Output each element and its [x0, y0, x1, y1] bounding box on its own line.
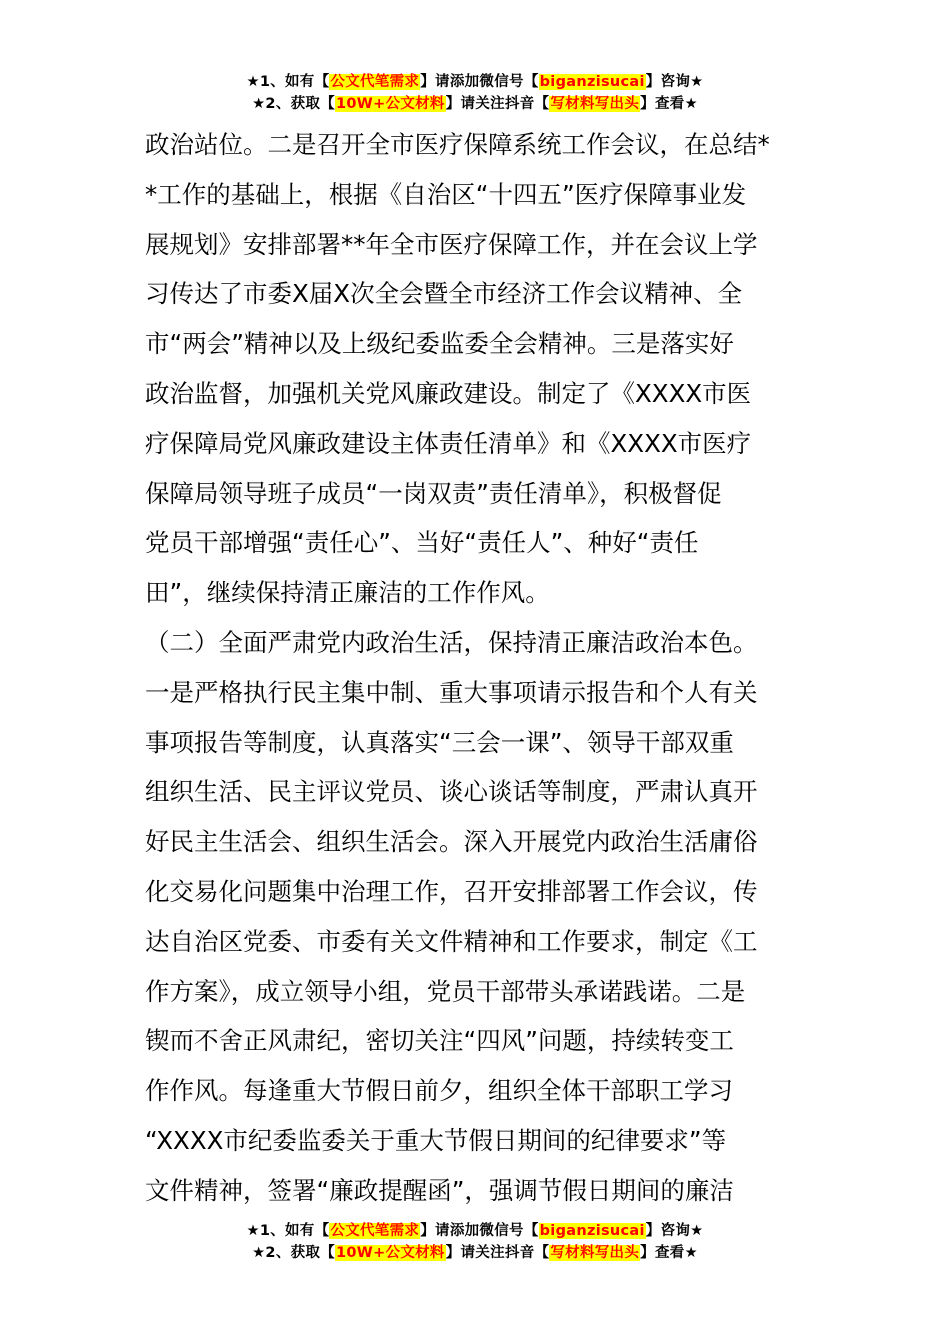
highlight-materials: 10W+公文材料	[336, 96, 445, 112]
highlight-materials: 10W+公文材料	[336, 1245, 445, 1261]
highlight-douyin: 写材料写出头	[550, 1245, 640, 1261]
body-line: 作作风。每逢重大节假日前夕，组织全体干部职工学习	[145, 1076, 733, 1106]
body-line: 锲而不舍正风肃纪，密切关注“四风”问题，持续转变工	[145, 1026, 734, 1056]
body-line: 好民主生活会、组织生活会。深入开展党内政治生活庸俗	[145, 827, 758, 857]
body-line: “XXXX市纪委监委关于重大节假日期间的纪律要求”等	[145, 1125, 727, 1155]
banner-line-2: ★2、获取【10W+公文材料】请关注抖音【写材料写出头】查看★	[252, 1245, 698, 1261]
highlight-wechat-id: biganzisucai	[539, 1223, 645, 1239]
body-line: 一是严格执行民主集中制、重大事项请示报告和个人有关	[145, 677, 758, 707]
body-line: 田”，继续保持清正廉洁的工作作风。	[145, 578, 550, 608]
footer-banner	[0, 1220, 950, 1264]
body-line: 市“两会”精神以及上级纪委监委全会精神。三是落实好	[145, 329, 734, 359]
banner-line-2: ★2、获取【10W+公文材料】请关注抖音【写材料写出头】查看★	[252, 96, 698, 112]
highlight-wechat-id: biganzisucai	[539, 74, 645, 90]
body-line: 保障局领导班子成员“一岗双责”责任清单》，积极督促	[145, 478, 722, 508]
body-line: 展规划》安排部署**年全市医疗保障工作，并在会议上学	[145, 229, 758, 259]
banner-line-1: ★1、如有【公文代笔需求】请添加微信号【biganzisucai】咨询★	[246, 74, 704, 90]
body-line: *工作的基础上，根据《自治区“十四五”医疗保障事业发	[145, 179, 747, 209]
highlight-service: 公文代笔需求	[330, 1223, 420, 1239]
body-line: 政治监督，加强机关党风廉政建设。制定了《XXXX市医	[145, 378, 752, 408]
body-line: 习传达了市委X届X次全会暨全市经济工作会议精神、全	[145, 279, 743, 309]
body-line: 组织生活、民主评议党员、谈心谈话等制度，严肃认真开	[145, 777, 758, 807]
document-body	[145, 120, 809, 1216]
body-line: 文件精神，签署“廉政提醒函”，强调节假日期间的廉洁	[145, 1175, 734, 1205]
body-line: 政治站位。二是召开全市医疗保障系统工作会议，在总结*	[145, 130, 770, 159]
body-line: 作方案》，成立领导小组，党员干部带头承诺践诺。二是	[145, 976, 746, 1006]
body-line: （二）全面严肃党内政治生活，保持清正廉洁政治本色。	[145, 627, 758, 657]
body-line: 达自治区党委、市委有关文件精神和工作要求，制定《工	[145, 926, 758, 956]
highlight-douyin: 写材料写出头	[550, 96, 640, 112]
body-line: 疗保障局党风廉政建设主体责任清单》和《XXXX市医疗	[145, 428, 752, 458]
body-line: 事项报告等制度，认真落实“三会一课”、领导干部双重	[145, 727, 734, 757]
body-line: 化交易化问题集中治理工作，召开安排部署工作会议，传	[145, 876, 758, 906]
highlight-service: 公文代笔需求	[330, 74, 420, 90]
body-line: 党员干部增强“责任心”、当好“责任人”、种好“责任	[145, 528, 699, 558]
header-banner	[0, 71, 950, 115]
banner-line-1: ★1、如有【公文代笔需求】请添加微信号【biganzisucai】咨询★	[246, 1223, 704, 1239]
